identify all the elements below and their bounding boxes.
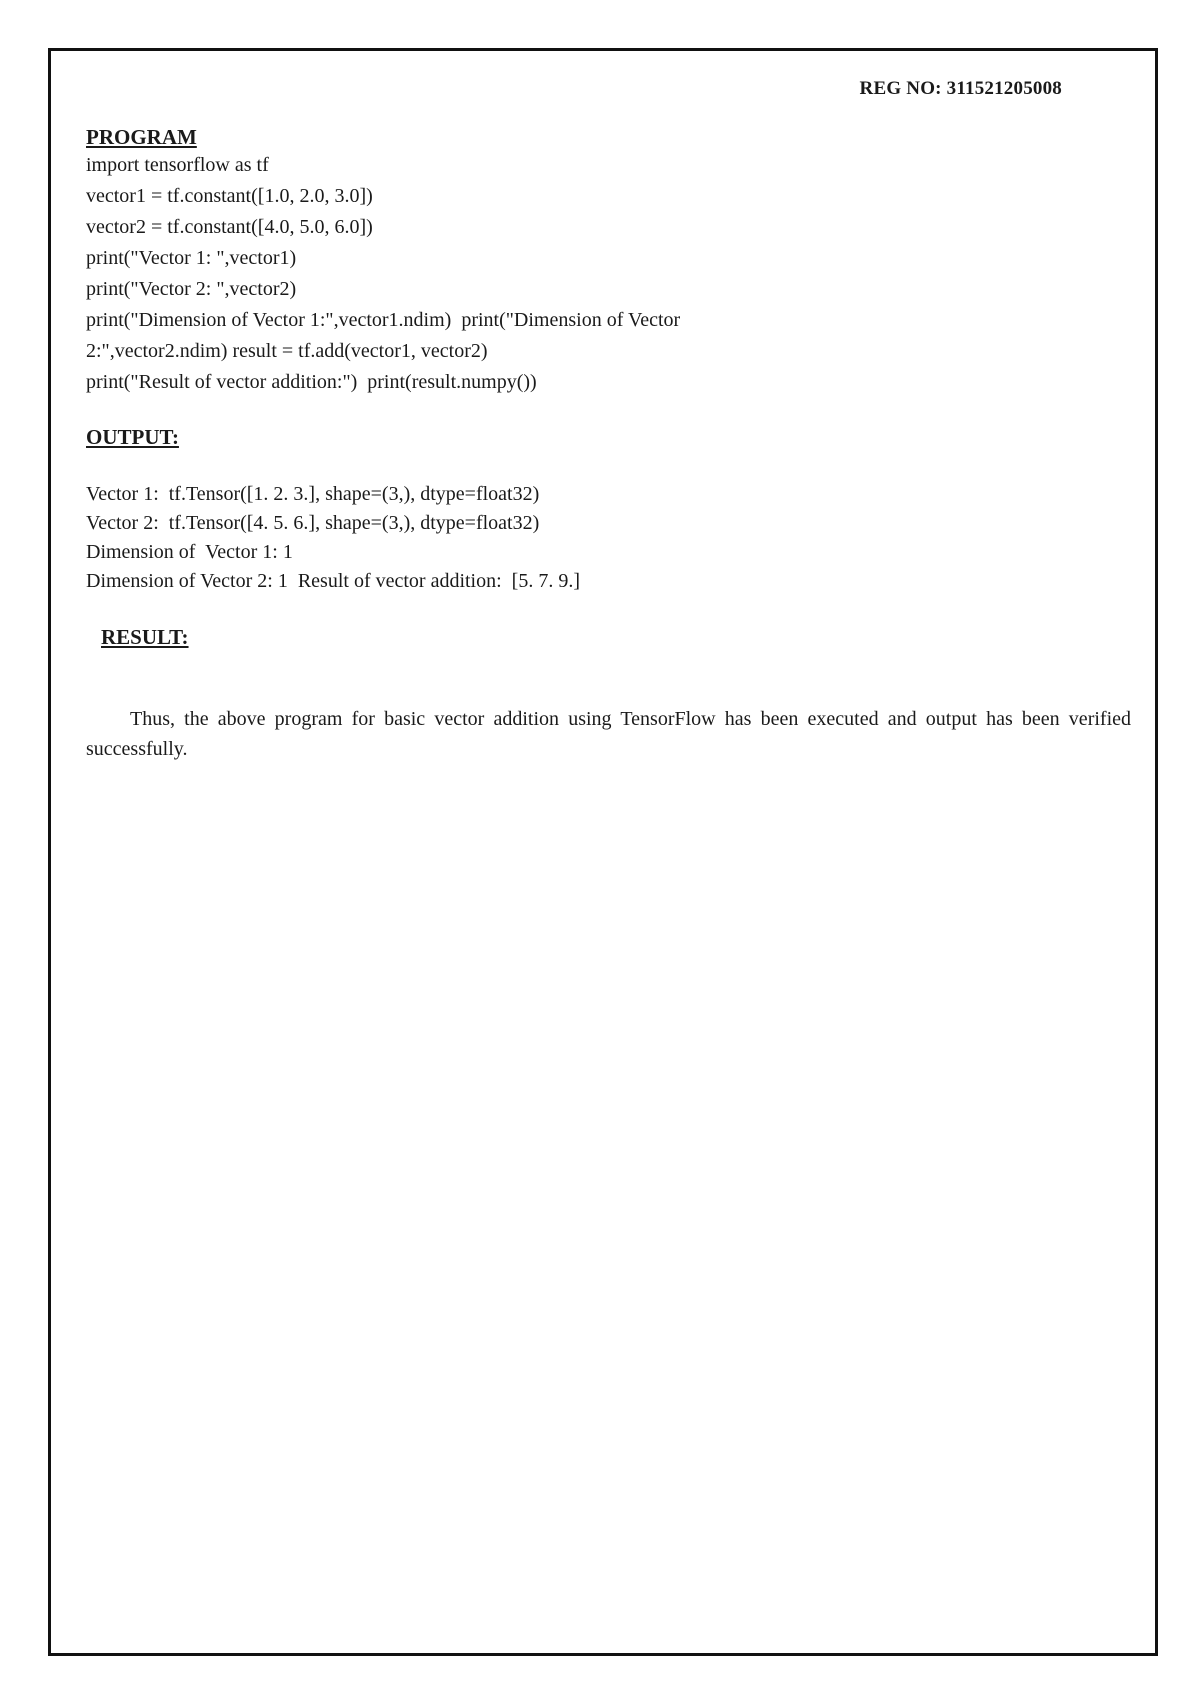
output-line: Vector 1: tf.Tensor([1. 2. 3.], shape=(3,), dtype=float32): [86, 483, 540, 505]
output-heading: OUTPUT:: [86, 425, 179, 449]
program-output: [86, 480, 1131, 596]
result-paragraph: Thus, the above program for basic vector addition using TensorFlow has been executed and output has been verified successfully.: [86, 708, 1131, 760]
registration-number: REG NO: 311521205008: [859, 78, 1062, 99]
output-line: Vector 2: tf.Tensor([4. 5. 6.], shape=(3,), dtype=float32): [86, 512, 540, 534]
code-line: print("Vector 2: ",vector2): [86, 278, 297, 300]
output-line: Dimension of Vector 1: 1: [86, 541, 293, 563]
code-line: import tensorflow as tf: [86, 154, 269, 176]
code-line: print("Result of vector addition:") print(result.numpy()): [86, 371, 537, 393]
document-content: [86, 124, 1131, 784]
code-line: 2:",vector2.ndim) result = tf.add(vector1, vector2): [86, 340, 488, 362]
code-line: vector1 = tf.constant([1.0, 2.0, 3.0]): [86, 185, 373, 207]
result-heading: RESULT:: [101, 625, 189, 649]
code-line: print("Dimension of Vector 1:",vector1.ndim) print("Dimension of Vector: [86, 309, 681, 331]
program-heading: PROGRAM: [86, 125, 197, 149]
code-line: print("Vector 1: ",vector1): [86, 247, 297, 269]
output-line: Dimension of Vector 2: 1 Result of vector addition: [5. 7. 9.]: [86, 570, 580, 592]
program-code: [86, 150, 1131, 398]
code-line: vector2 = tf.constant([4.0, 5.0, 6.0]): [86, 216, 373, 238]
